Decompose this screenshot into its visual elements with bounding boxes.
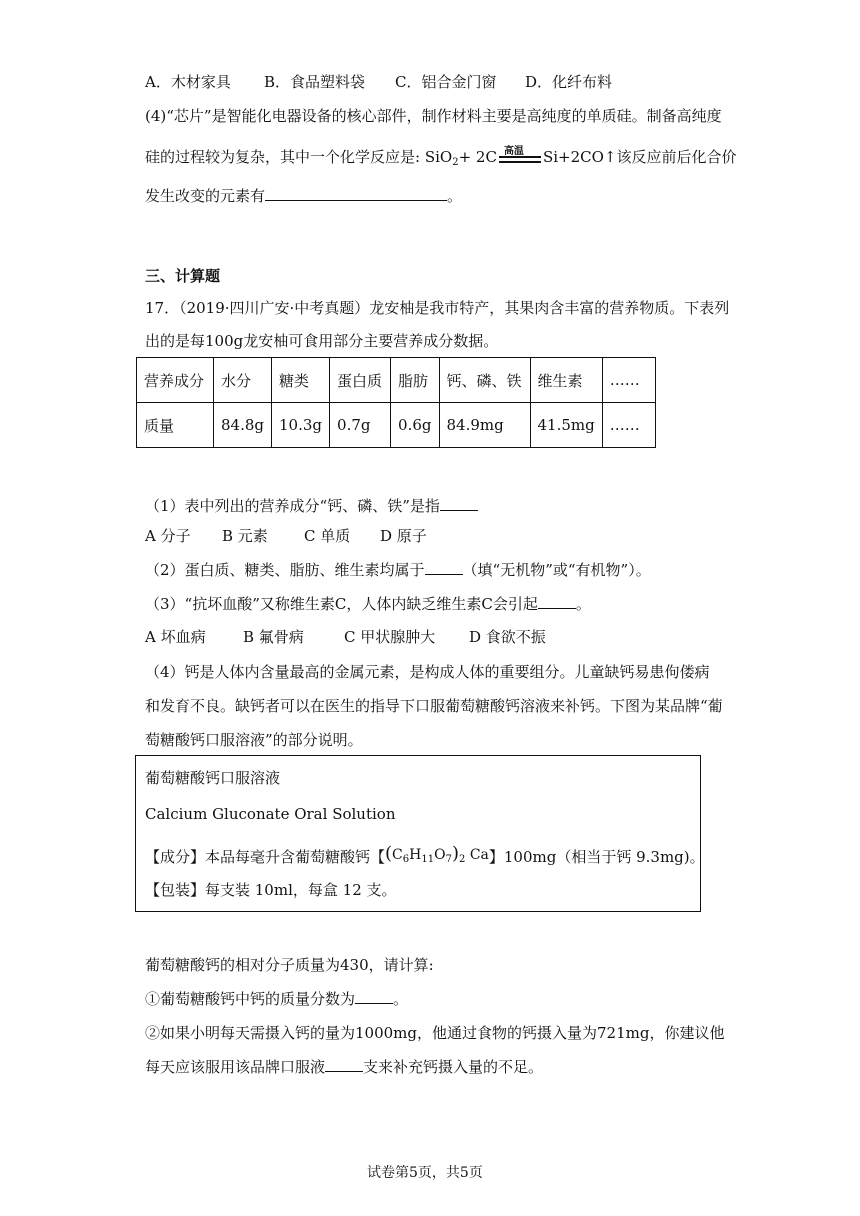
calc-q2-text: 每天应该服用该品牌口服液 (145, 1058, 326, 1076)
q17-part2-text: （2）蛋白质、糖类、脂肪、维生素均属于 (145, 561, 425, 579)
q16-part4-line2 (145, 147, 736, 173)
answer-blank[interactable] (440, 496, 478, 511)
label-ingredient (145, 844, 705, 870)
table-cell: 脂肪 (391, 358, 439, 403)
q17-part1-option-c: C 单质 (304, 527, 351, 545)
q17-part1-option-d: D 原子 (380, 527, 427, 545)
table-row (137, 403, 656, 448)
q17-part4-line2: 和发育不良。缺钙者可以在医生的指导下口服葡萄糖酸钙溶液来补钙。下图为某品牌“葡 (145, 697, 723, 715)
label-title-cn: 葡萄糖酸钙口服溶液 (145, 769, 281, 787)
section-title: 三、计算题 (145, 267, 221, 285)
product-label-box (135, 755, 705, 912)
label-title-en: Calcium Gluconate Oral Solution (145, 805, 396, 823)
table-cell: 水分 (214, 358, 272, 403)
table-cell: 蛋白质 (330, 358, 391, 403)
calc-q2-suffix: 支来补充钙摄入量的不足。 (363, 1058, 544, 1076)
answer-blank[interactable] (265, 186, 447, 201)
subscript: 2 (452, 157, 459, 168)
equation-right: Si+2CO↑该反应前后化合价 (542, 148, 737, 166)
ingredient-prefix: 【成分】本品每毫升含葡萄糖酸钙【 (145, 848, 386, 866)
q16-option-d: D．化纤布料 (525, 73, 613, 91)
table-cell: 41.5mg (530, 403, 602, 448)
q17-part1-option-b: B 元素 (222, 527, 268, 545)
q17-part1-text: （1）表中列出的营养成分“钙、磷、铁”是指 (145, 497, 440, 515)
table-cell: 糖类 (272, 358, 330, 403)
label-package: 【包装】每支装 10ml，每盒 12 支。 (145, 881, 397, 899)
q16-option-c: C．铝合金门窗 (395, 73, 497, 91)
table-cell: 84.8g (214, 403, 272, 448)
chemical-formula: $(C_6H_{11}O_7)_2$ Ca (385, 843, 489, 865)
q17-intro-line1: 17．（2019·四川广安·中考真题）龙安柚是我市特产，其果肉含丰富的营养物质。下表列 (145, 299, 730, 317)
table-cell: 0.6g (391, 403, 439, 448)
q17-part2-suffix: （填“无机物”或“有机物”）。 (462, 561, 651, 579)
q17-part2 (145, 560, 651, 580)
ingredient-suffix: 】100mg（相当于钙 9.3mg)。 (488, 848, 705, 866)
q16-part4-line3-end: 。 (447, 187, 463, 205)
q17-part4-line3: 萄糖酸钙口服溶液”的部分说明。 (145, 731, 363, 749)
q16-option-a: A．木材家具 (145, 73, 231, 91)
answer-blank[interactable] (325, 1057, 363, 1072)
nutrition-table (136, 357, 656, 448)
q17-intro-line2: 出的是每100g龙安柚可食用部分主要营养成分数据。 (145, 332, 499, 350)
answer-blank[interactable] (355, 989, 393, 1004)
q16-option-b: B．食品塑料袋 (264, 73, 366, 91)
calc-q2-line2 (145, 1057, 543, 1077)
table-cell: 84.9mg (439, 403, 530, 448)
calc-q2-line1: ②如果小明每天需摄入钙的量为1000mg，他通过食物的钙摄入量为721mg，你建议他 (145, 1024, 725, 1042)
q16-part4-line1: (4)“芯片”是智能化电器设备的核心部件，制作材料主要是高纯度的单质硅。制备高纯度 (145, 107, 722, 125)
calc-q1-text: ①葡萄糖酸钙中钙的质量分数为 (145, 990, 356, 1008)
table-cell: 质量 (137, 403, 214, 448)
table-cell: 营养成分 (137, 358, 214, 403)
table-cell: 维生素 (530, 358, 602, 403)
table-cell: …… (602, 403, 655, 448)
q16-part4-line3-text: 发生改变的元素有 (145, 187, 266, 205)
q17-part3-suffix: 。 (575, 595, 591, 613)
q16-part4-line3 (145, 186, 462, 206)
answer-blank[interactable] (538, 594, 576, 609)
q17-part1 (145, 496, 478, 516)
reaction-condition: 高温 (503, 146, 524, 157)
q17-part3-option-d: D 食欲不振 (469, 628, 546, 646)
calc-intro: 葡萄糖酸钙的相对分子质量为430，请计算: (145, 956, 434, 974)
table-cell: 0.7g (330, 403, 391, 448)
q17-part4-line1: （4）钙是人体内含量最高的金属元素，是构成人体的重要组分。儿童缺钙易患佝偻病 (145, 663, 710, 681)
q17-part3-option-c: C 甲状腺肿大 (344, 628, 436, 646)
table-header-row (137, 358, 656, 403)
q17-part3-option-b: B 氟骨病 (243, 628, 304, 646)
q17-part3-option-a: A 坏血病 (145, 628, 206, 646)
calc-q1 (145, 989, 408, 1009)
table-cell: 钙、磷、铁 (439, 358, 530, 403)
equation-sign (499, 148, 541, 168)
table-cell: …… (602, 358, 655, 403)
table-cell: 10.3g (272, 403, 330, 448)
q17-part3 (145, 594, 591, 614)
page-footer: 试卷第5页，共5页 (367, 1165, 483, 1181)
answer-blank[interactable] (425, 560, 463, 575)
equation-left: 硅的过程较为复杂，其中一个化学反应是: SiO (145, 148, 453, 166)
equation-mid: + 2C (458, 148, 497, 166)
q17-part3-text: （3）“抗坏血酸”又称维生素C，人体内缺乏维生素C会引起 (145, 595, 538, 613)
q17-part1-option-a: A 分子 (145, 527, 191, 545)
calc-q1-suffix: 。 (393, 990, 409, 1008)
